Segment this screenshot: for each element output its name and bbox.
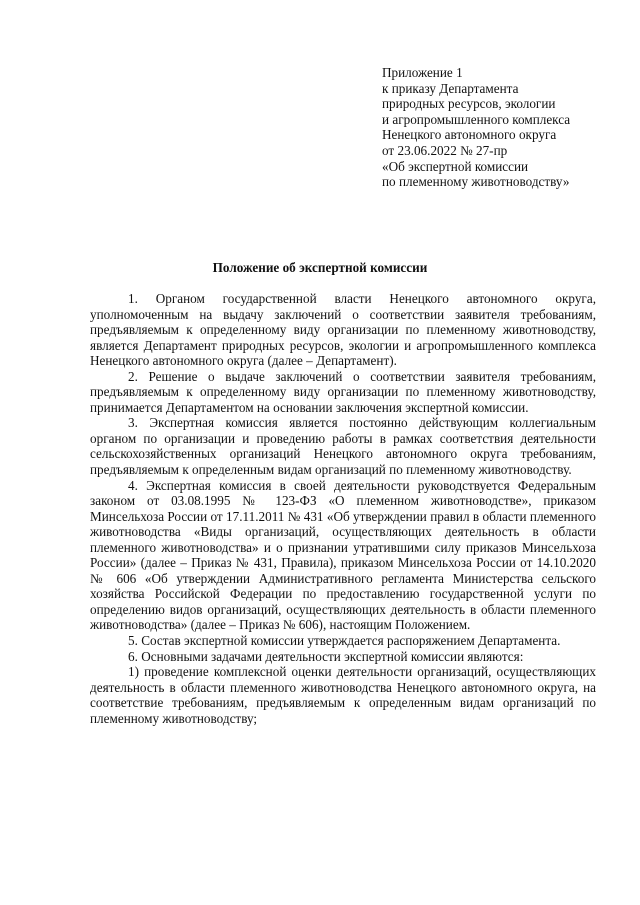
paragraph-6-item-1: 1) проведение комплексной оценки деятельности организаций, осуществляющих деятельность в области племенного животноводства Ненецкого автономного округа, на соответствие требованиям, предъявляемым к определенным видам организаций по племенному животноводству;	[90, 664, 596, 726]
annex-line: Ненецкого автономного округа	[382, 127, 557, 143]
annex-line: и агропромышленного комплекса	[382, 111, 571, 127]
paragraph-4: 4. Экспертная комиссия в своей деятельности руководствуется Федеральным законом от 03.08.1995 № 123-ФЗ «О племенном животноводстве», приказом Минсельхоза России от 17.11.2011 № 431 «Об утверждении правил в области племенного животноводства «Виды организаций, осуществляющих деятельность в области племенного животноводства» и о признании утратившими силу приказов Минсельхоза России» (далее – Приказ № 431, Правила), приказом Минсельхоза России от 14.10.2020 № 606 «Об утверждении Административного регламента Министерства сельского хозяйства Российской Федерации по предоставлению государственной услуги по определению видов организаций, осуществляющих деятельность в области племенного животноводства» (далее – Приказ № 606), настоящим Положением.	[90, 477, 596, 633]
document-body	[90, 291, 596, 726]
paragraph-5: 5. Состав экспертной комиссии утверждается распоряжением Департамента.	[128, 633, 561, 649]
annex-line: по племенному животноводству»	[382, 174, 570, 190]
annex-line: Приложение 1	[382, 65, 463, 80]
annex-header	[382, 65, 622, 190]
document-title: Положение об экспертной комиссии	[212, 260, 428, 275]
annex-line: природных ресурсов, экологии	[382, 96, 556, 112]
annex-line: «Об экспертной комиссии	[382, 158, 529, 174]
annex-line: к приказу Департамента	[382, 80, 519, 96]
paragraph-1: 1. Органом государственной власти Ненецкого автономного округа, уполномоченным на выдачу заключений о соответствии заявителя требованиям, предъявляемым к определенному виду организации по племенному животноводству, является Департамент природных ресурсов, экологии и агропромышленного комплекса Ненецкого автономного округа (далее – Департамент).	[90, 291, 596, 369]
paragraph-2: 2. Решение о выдаче заключений о соответствии заявителя требованиям, предъявляемым к определенному виду организации по племенному животноводству, принимается Департаментом на основании заключения экспертной комиссии.	[90, 368, 596, 415]
paragraph-6: 6. Основными задачами деятельности экспертной комиссии являются:	[128, 648, 524, 664]
annex-line: от 23.06.2022 № 27-пр	[382, 142, 508, 158]
paragraph-3: 3. Экспертная комиссия является постоянно действующим коллегиальным органом по организации и проведению работы в рамках соответствия деятельности сельскохозяйственных организаций Ненецкого автономного округа требованиям, предъявляемым к определенным видам организаций по племенному животноводству.	[90, 415, 596, 478]
